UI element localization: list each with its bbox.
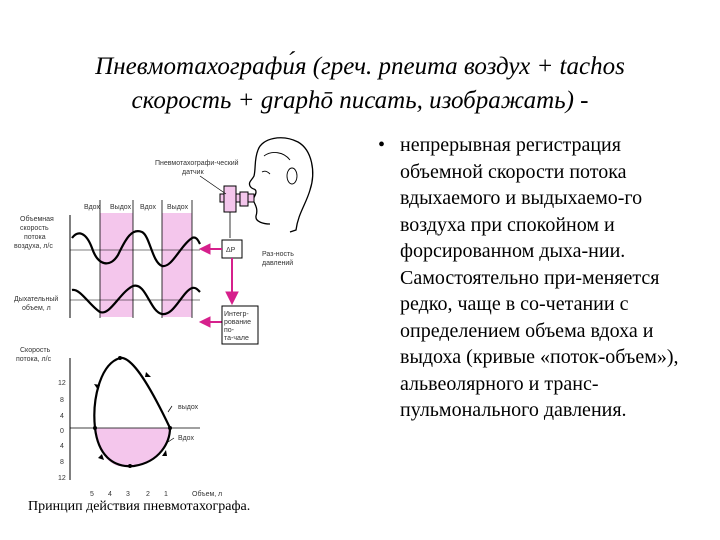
flow-axis-label-2: скорость xyxy=(20,225,49,232)
sensor-pointer xyxy=(200,176,226,194)
description-text: непрерывная регистрация объемной скорости потока вдыхаемого и выдыхаемо-го воздуха при спокойном и форсированном дыха-нии. Самостоятельно при-меняется редко, чаще в со-четании с определением объема вдоха и выдоха (кривые «поток-объем»), альвеолярного и транс-пульмонального давления. xyxy=(400,134,679,421)
mouthpiece xyxy=(240,192,248,206)
start-point xyxy=(93,426,97,430)
sensor-body xyxy=(224,186,236,212)
inspiratory-area xyxy=(95,428,170,466)
patient-head xyxy=(249,138,312,232)
peak-flow-point xyxy=(118,356,122,360)
flow-axis-label-4: воздуха, л/с xyxy=(14,243,53,250)
x-tick: 5 xyxy=(90,491,94,498)
flow-axis-label-3: потока xyxy=(24,234,46,241)
phase-label-exhale-2: Выдох xyxy=(167,204,189,211)
y-tick: 0 xyxy=(60,428,64,435)
pressure-diff-label-1: Раз-ность xyxy=(262,251,294,258)
loop-x-ticks xyxy=(90,491,168,498)
min-flow-point xyxy=(128,464,132,468)
y-tick: 4 xyxy=(60,443,64,450)
x-tick: 1 xyxy=(164,491,168,498)
eye-line xyxy=(262,171,270,174)
x-tick: 3 xyxy=(126,491,130,498)
phase-label-inhale-1: Вдох xyxy=(84,204,100,211)
pressure-diff-label-2: давлений xyxy=(262,260,294,267)
arrow-to-volume-icon xyxy=(200,317,210,327)
head-back-outline xyxy=(258,138,313,232)
y-tick: 12 xyxy=(58,475,66,482)
face-profile-outline xyxy=(249,150,270,224)
y-tick: 8 xyxy=(60,397,64,404)
bullet-icon: • xyxy=(378,134,386,156)
ear-outline xyxy=(287,168,297,184)
integrator-label-2: рование xyxy=(224,319,251,326)
x-tick: 2 xyxy=(146,491,150,498)
phase-label-inhale-2: Вдох xyxy=(140,204,156,211)
title-line-1: Пневмотахографи́я (греч. pneuma воздух + tachos xyxy=(95,53,625,80)
integrator-label-1: Интегр- xyxy=(224,311,249,318)
delta-p-label: ΔP xyxy=(226,247,236,254)
hair-line xyxy=(264,153,290,160)
y-tick: 4 xyxy=(60,413,64,420)
sensor-label-1: Пневмотахографи-ческий xyxy=(155,160,239,167)
phase-label-exhale-1: Выдох xyxy=(110,204,132,211)
direction-arrow-icon xyxy=(98,454,104,460)
y-tick: 12 xyxy=(58,380,66,387)
sensor-label-2: датчик xyxy=(182,169,204,176)
loop-y-ticks xyxy=(58,380,66,482)
x-tick: 4 xyxy=(108,491,112,498)
title-line-2: скорость + graphō писать, изображать) - xyxy=(131,87,589,114)
loop-y-axis-label-1: Скорость xyxy=(20,347,51,354)
loop-y-axis-label-2: потока, л/с xyxy=(16,356,52,363)
direction-arrow-icon xyxy=(145,372,151,377)
exhale-pointer xyxy=(168,406,172,412)
integrator-label-4: та-чале xyxy=(224,335,249,342)
inhale-label: Вдох xyxy=(178,435,194,442)
figure-caption: Принцип действия пневмотахографа. xyxy=(28,499,251,514)
loop-x-axis-label-1: Объем, xyxy=(192,491,217,498)
flow-volume-loop xyxy=(70,356,200,480)
end-point xyxy=(168,426,172,430)
y-tick: 8 xyxy=(60,459,64,466)
arrow-to-flow-icon xyxy=(200,244,210,254)
volume-axis-label-2: объем, л xyxy=(22,305,51,312)
flow-axis-label-1: Объемная xyxy=(20,216,54,223)
volume-axis-label-1: Дыхательный xyxy=(14,296,59,303)
loop-x-axis-label-2: л xyxy=(218,491,223,498)
integrator-label-3: по- xyxy=(224,327,235,334)
exhale-label: выдох xyxy=(178,404,199,411)
arrow-down-icon xyxy=(226,292,238,304)
